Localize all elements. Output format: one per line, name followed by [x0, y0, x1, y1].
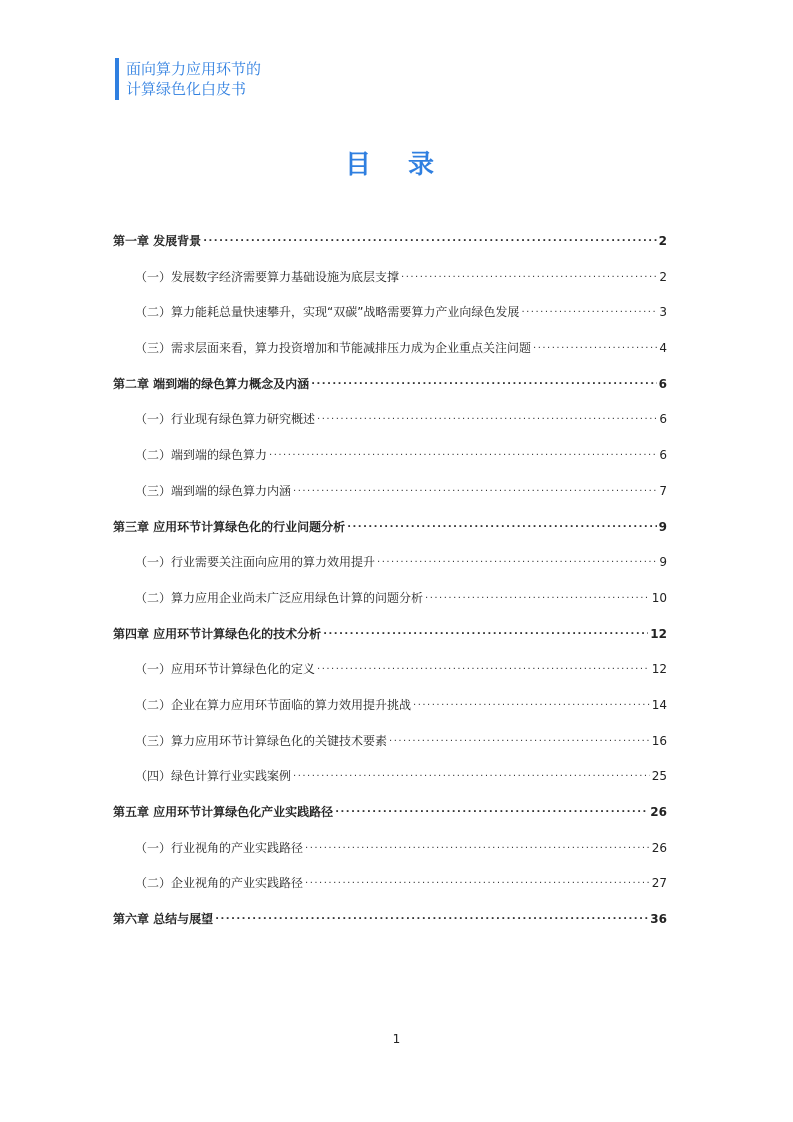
- toc-entry-page: 10: [651, 590, 667, 605]
- toc-chapter-entry[interactable]: [113, 518, 667, 554]
- toc-section-entry[interactable]: [113, 482, 667, 518]
- dot-leader: [377, 554, 657, 566]
- toc-section-entry[interactable]: [113, 410, 667, 446]
- dot-leader: [533, 340, 657, 352]
- toc-entry-page: 7: [659, 483, 667, 498]
- toc-entry-label: （一）发展数字经济需要算力基础设施为底层支撑: [135, 269, 400, 284]
- toc-section-entry[interactable]: [113, 839, 667, 875]
- toc-chapter-entry[interactable]: [113, 232, 667, 268]
- toc-entry-page: 4: [659, 341, 667, 356]
- toc-entry-label: 第六章 总结与展望: [113, 912, 214, 927]
- dot-leader: [389, 733, 650, 745]
- toc-chapter-entry[interactable]: [113, 910, 667, 946]
- dot-leader: [323, 626, 648, 638]
- toc-entry-label: （二）企业视角的产业实践路径: [135, 876, 304, 891]
- dot-leader: [311, 376, 656, 388]
- toc-entry-label: （三）端到端的绿色算力内涵: [135, 483, 292, 498]
- toc-entry-label: 第五章 应用环节计算绿色化产业实践路径: [113, 805, 334, 819]
- toc-entry-label: 第三章 应用环节计算绿色化的行业问题分析: [113, 519, 346, 534]
- dot-leader: [335, 804, 648, 816]
- toc-section-entry[interactable]: [113, 553, 667, 589]
- toc-entry-page: 25: [651, 769, 667, 784]
- toc-entry-page: 2: [658, 234, 667, 248]
- toc-section-entry[interactable]: [113, 660, 667, 696]
- dot-leader: [305, 840, 650, 852]
- dot-leader: [317, 411, 657, 423]
- toc-entry-page: 6: [659, 412, 667, 427]
- toc-section-entry[interactable]: [113, 589, 667, 625]
- toc-entry-page: 27: [651, 876, 667, 891]
- toc-chapter-entry[interactable]: [113, 375, 667, 411]
- toc-entry-label: 第四章 应用环节计算绿色化的技术分析: [113, 626, 322, 641]
- toc-chapter-entry[interactable]: [113, 625, 667, 661]
- toc-entry-label: （二）企业在算力应用环节面临的算力效用提升挑战: [135, 697, 412, 712]
- dot-leader: [401, 269, 657, 281]
- header-line-2: 计算绿色化白皮书: [126, 80, 247, 98]
- toc-entry-label: （三）算力应用环节计算绿色化的关键技术要素: [135, 733, 388, 748]
- dot-leader: [215, 911, 648, 923]
- toc-section-entry[interactable]: [113, 732, 667, 768]
- toc-chapter-entry[interactable]: [113, 803, 667, 839]
- toc-entry-page: 36: [650, 912, 667, 927]
- document-header: [126, 59, 261, 99]
- page-number: 1: [392, 1032, 401, 1046]
- toc-section-entry[interactable]: [113, 446, 667, 482]
- toc-section-entry[interactable]: [113, 268, 667, 304]
- toc-entry-label: （一）行业视角的产业实践路径: [135, 840, 304, 855]
- dot-leader: [305, 875, 650, 887]
- dot-leader: [269, 447, 657, 459]
- toc-section-entry[interactable]: [113, 767, 667, 803]
- toc-entry-label: 第二章 端到端的绿色算力概念及内涵: [113, 376, 310, 391]
- header-line-1: 面向算力应用环节的: [126, 60, 262, 78]
- toc-section-entry[interactable]: [113, 696, 667, 732]
- toc-entry-page: 16: [651, 733, 667, 748]
- toc-entry-page: 6: [658, 376, 667, 391]
- toc-heading: 目 录: [344, 150, 449, 180]
- toc-entry-page: 14: [651, 697, 667, 712]
- dot-leader: [317, 661, 650, 673]
- toc-entry-label: （二）算力能耗总量快速攀升，实现“双碳”战略需要算力产业向绿色发展: [135, 305, 520, 320]
- toc-entry-page: 26: [651, 840, 667, 855]
- table-of-contents: [113, 232, 667, 946]
- toc-entry-page: 6: [659, 448, 667, 463]
- toc-entry-page: 12: [651, 662, 667, 677]
- toc-entry-page: 9: [658, 519, 667, 534]
- dot-leader: [425, 590, 650, 602]
- toc-entry-page: 26: [650, 805, 667, 819]
- dot-leader: [293, 768, 650, 780]
- toc-entry-page: 3: [659, 305, 667, 320]
- toc-entry-label: （一）应用环节计算绿色化的定义: [135, 662, 316, 677]
- toc-entry-label: （二）端到端的绿色算力: [135, 448, 268, 463]
- toc-entry-label: （一）行业需要关注面向应用的算力效用提升: [135, 555, 376, 570]
- dot-leader: [347, 519, 656, 531]
- toc-section-entry[interactable]: [113, 339, 667, 375]
- dot-leader: [413, 697, 650, 709]
- toc-entry-label: （一）行业现有绿色算力研究概述: [135, 412, 316, 427]
- toc-entry-label: （三）需求层面来看，算力投资增加和节能减排压力成为企业重点关注问题: [135, 341, 532, 356]
- toc-entry-label: （二）算力应用企业尚未广泛应用绿色计算的问题分析: [135, 590, 424, 605]
- dot-leader: [293, 483, 657, 495]
- toc-entry-label: 第一章 发展背景: [113, 234, 202, 248]
- toc-section-entry[interactable]: [113, 303, 667, 339]
- dot-leader: [521, 304, 657, 316]
- header-accent-bar: [115, 58, 119, 100]
- toc-entry-page: 12: [650, 626, 667, 641]
- toc-entry-page: 2: [659, 269, 667, 284]
- dot-leader: [203, 233, 656, 245]
- toc-entry-page: 9: [659, 555, 667, 570]
- toc-section-entry[interactable]: [113, 874, 667, 910]
- toc-entry-label: （四）绿色计算行业实践案例: [135, 769, 292, 784]
